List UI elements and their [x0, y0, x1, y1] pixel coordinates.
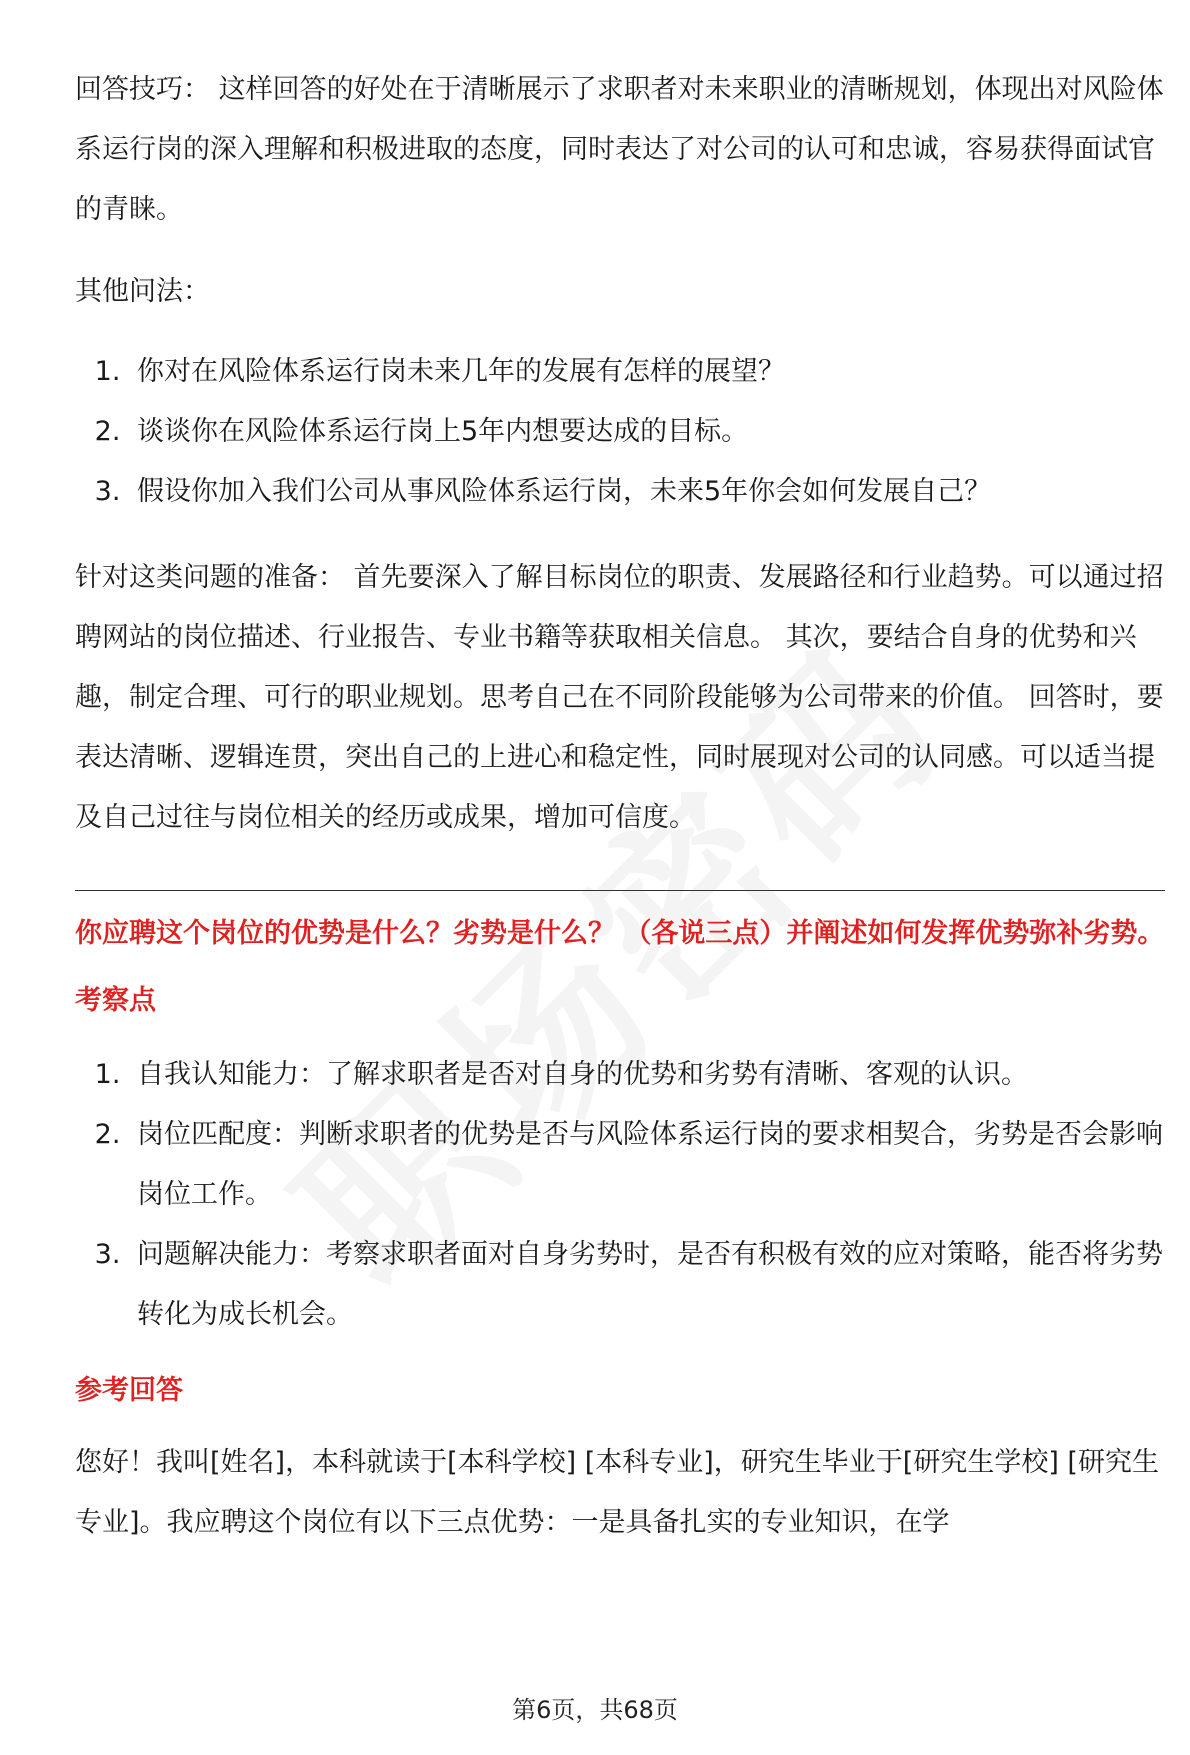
section-divider	[75, 890, 1165, 891]
preparation-paragraph: 针对这类问题的准备： 首先要深入了解目标岗位的职责、发展路径和行业趋势。可以通过招聘网站的岗位描述、行业报告、专业书籍等获取相关信息。 其次，要结合自身的优势和兴趣，制定合理、可行的职业规划。思考自己在不同阶段能够为公司带来的价值。 回答时，要表达清晰、逻辑连贯，突出自己的上进心和稳定性，同时展现对公司的认同感。可以适当提及自己过往与岗位相关的经历或成果，增加可信度。	[75, 562, 1164, 833]
exam-points-list	[75, 1045, 1165, 1345]
list-item: 3. 假设你加入我们公司从事风险体系运行岗，未来5年你会如何发展自己？	[129, 462, 1165, 522]
answer-tip-paragraph: 回答技巧： 这样回答的好处在于清晰展示了求职者对未来职业的清晰规划，体现出对风险体系运行岗的深入理解和积极进取的态度，同时表达了对公司的认可和忠诚，容易获得面试官的青睐。	[75, 74, 1164, 225]
list-item: 1. 自我认知能力：了解求职者是否对自身的优势和劣势有清晰、客观的认识。	[129, 1045, 1165, 1105]
other-ways-list	[75, 342, 1165, 522]
list-item: 2. 岗位匹配度：判断求职者的优势是否与风险体系运行岗的要求相契合，劣势是否会影响岗位工作。	[129, 1105, 1165, 1225]
list-item: 3. 问题解决能力：考察求职者面对自身劣势时，是否有积极有效的应对策略，能否将劣势转化为成长机会。	[129, 1225, 1165, 1345]
other-ways-label: 其他问法：	[75, 276, 210, 307]
question-heading: 你应聘这个岗位的优势是什么？劣势是什么？ （各说三点）并阐述如何发挥优势弥补劣势。	[75, 918, 1165, 949]
page-footer: 第6页，共68页	[512, 1696, 678, 1724]
page-content	[75, 60, 1165, 1553]
reference-answer-title: 参考回答	[75, 1375, 183, 1406]
reference-answer-text: 您好！我叫[姓名]，本科就读于[本科学校] [本科专业]，研究生毕业于[研究生学校] [研究生专业]。我应聘这个岗位有以下三点优势：一是具备扎实的专业知识，在学	[75, 1447, 1159, 1538]
list-item: 1. 你对在风险体系运行岗未来几年的发展有怎样的展望？	[129, 342, 1165, 402]
exam-points-title: 考察点	[75, 985, 156, 1016]
list-item: 2. 谈谈你在风险体系运行岗上5年内想要达成的目标。	[129, 402, 1165, 462]
